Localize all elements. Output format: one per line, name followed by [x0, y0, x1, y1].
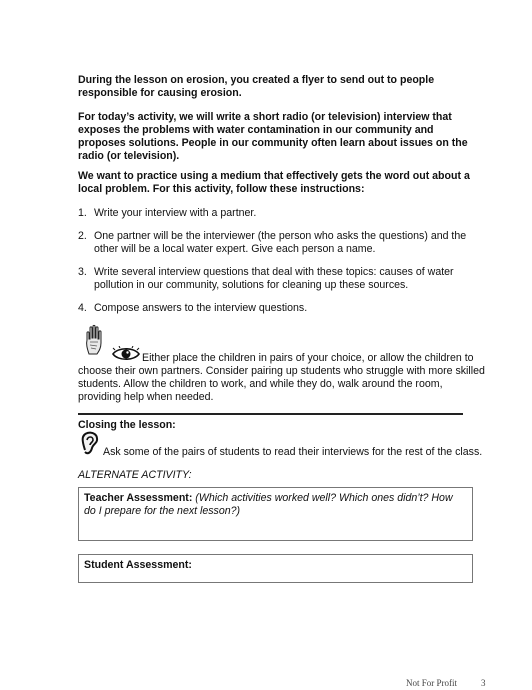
list-item-number: 3. [78, 266, 87, 278]
list-item-number: 1. [78, 207, 87, 219]
list-item [78, 302, 483, 315]
ear-icon [80, 430, 100, 456]
list-item-text: Write several interview questions that deal with these topics: causes of water pollution in our community, solutions for cleaning up these sources. [94, 266, 454, 291]
list-item-text: Compose answers to the interview questions. [94, 302, 308, 314]
list-item-text: One partner will be the interviewer (the person who asks the questions) and the other will be a local water expert. Give each person a name. [94, 230, 467, 255]
student-assessment-box[interactable] [78, 554, 473, 583]
intro-paragraph-1: During the lesson on erosion, you created a flyer to send out to people responsible for causing erosion. [78, 74, 435, 99]
student-assessment-label: Student Assessment: [84, 559, 192, 571]
section-divider [78, 413, 463, 415]
teacher-assessment-prompt: (Which activities worked well? Which ones didn’t? How do I prepare for the next lesson?) [84, 492, 453, 517]
page-number: 3 [481, 678, 486, 688]
intro-paragraph-2: For today’s activity, we will write a short radio (or television) interview that exposes the problems with water contamination in our community and proposes solutions. People in our community often learn about issues on the radio (or television). [78, 111, 468, 162]
intro-paragraph-3: We want to practice using a medium that effectively gets the word out about a local problem. For this activity, follow these instructions: [78, 170, 470, 195]
teacher-assessment-box[interactable] [78, 487, 473, 541]
alternate-activity-label: ALTERNATE ACTIVITY: [78, 469, 192, 481]
list-item [78, 230, 483, 256]
list-item [78, 266, 483, 292]
footer-text: Not For Profit [406, 678, 458, 688]
list-item-number: 2. [78, 230, 87, 242]
teacher-assessment-label: Teacher Assessment: [84, 492, 193, 504]
list-item [78, 207, 483, 220]
teacher-note: Either place the children in pairs of your choice, or allow the children to choose their own partners. Consider pairing up students who struggle with more skilled students. Allow the children to work, and while they do, walk around the room, providing help when needed. [78, 352, 485, 403]
closing-heading: Closing the lesson: [78, 419, 176, 431]
instruction-list [78, 207, 483, 315]
list-item-text: Write your interview with a partner. [94, 207, 257, 219]
closing-text: Ask some of the pairs of students to read their interviews for the rest of the class. [103, 446, 483, 458]
list-item-number: 4. [78, 302, 87, 314]
